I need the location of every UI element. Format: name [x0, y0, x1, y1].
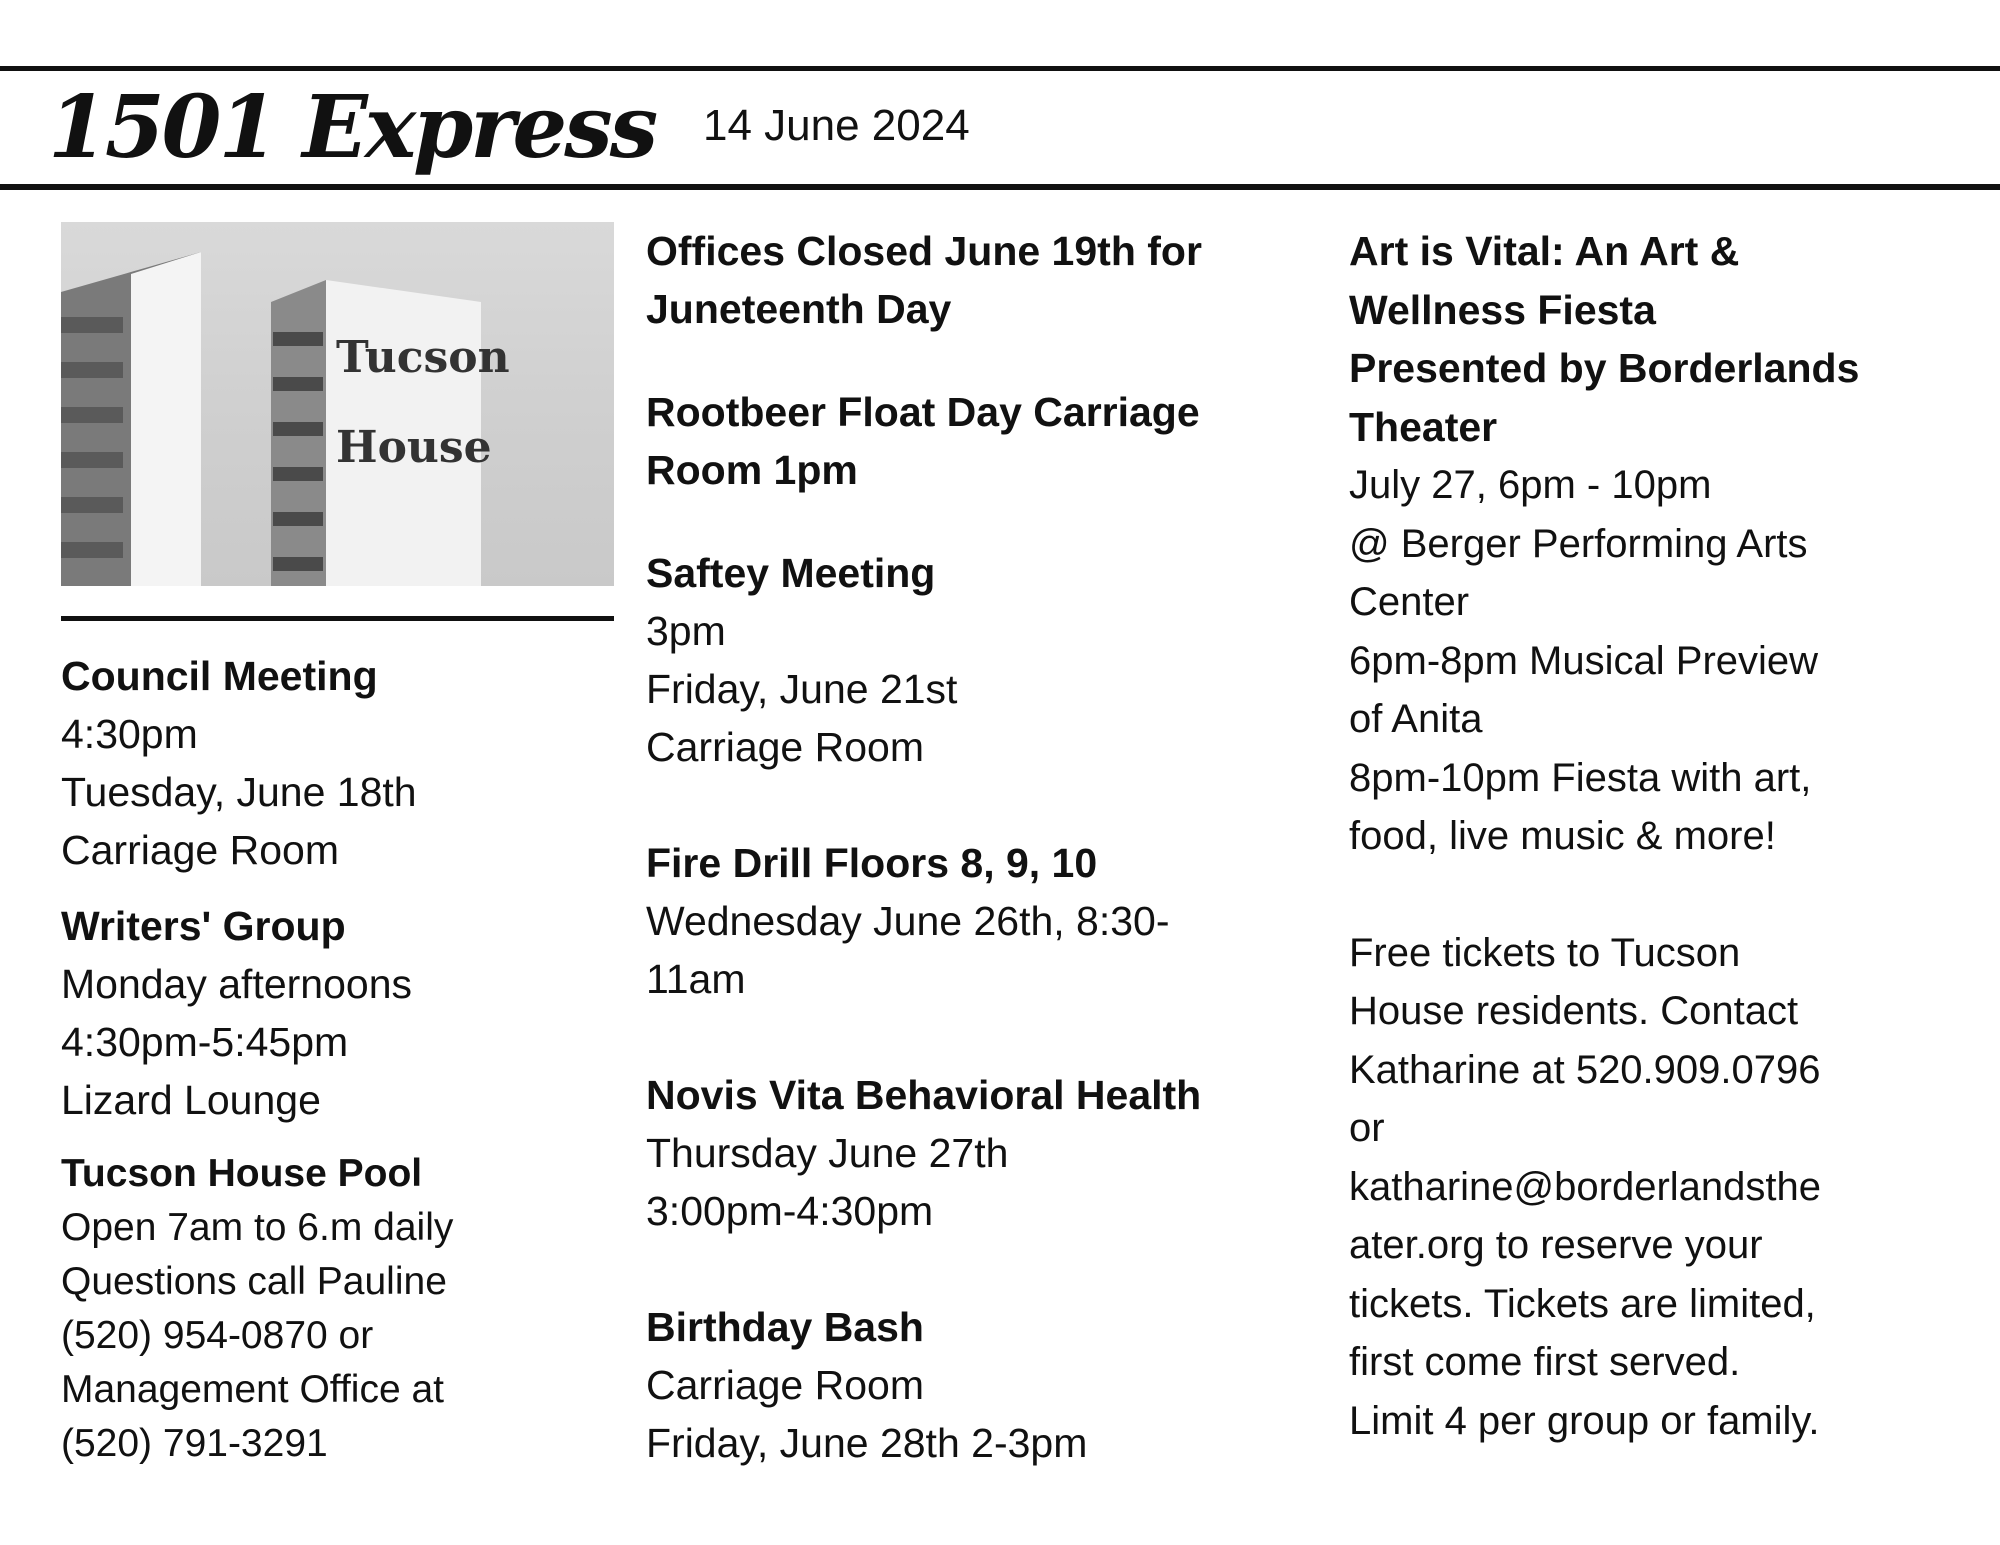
event-line: 4:30pm	[61, 711, 198, 757]
ticket-line: Free tickets to Tucson	[1349, 930, 1741, 975]
event-line: July 27, 6pm - 10pm	[1349, 463, 1712, 507]
event-line: Questions call Pauline	[61, 1260, 447, 1303]
event-line: Lizard Lounge	[61, 1077, 321, 1123]
ticket-info	[1349, 924, 1969, 1451]
event-line: 3:00pm-4:30pm	[646, 1188, 934, 1234]
left-column	[61, 222, 621, 1471]
issue-date: 14 June 2024	[703, 101, 970, 150]
event-title: Offices Closed June 19th for	[646, 228, 1202, 274]
event-line: Wednesday June 26th, 8:30-	[646, 898, 1170, 944]
middle-column	[646, 222, 1306, 1472]
event-line: Tuesday, June 18th	[61, 769, 417, 815]
event-line: Management Office at	[61, 1368, 444, 1411]
event-title: Novis Vita Behavioral Health	[646, 1072, 1202, 1118]
event-line: food, live music & more!	[1349, 814, 1776, 858]
ticket-line: Katharine at 520.909.0796	[1349, 1047, 1821, 1092]
event-line: 4:30pm-5:45pm	[61, 1019, 349, 1065]
newsletter-title: 1501 Express	[48, 77, 656, 178]
event-title: Saftey Meeting	[646, 550, 936, 596]
event-novis-vita	[646, 1066, 1306, 1240]
photo-divider	[61, 616, 614, 621]
event-line: Center	[1349, 580, 1470, 624]
event-title: Presented by Borderlands	[1349, 345, 1860, 391]
event-line: Carriage Room	[646, 724, 924, 770]
event-title: Room 1pm	[646, 447, 858, 493]
event-line: Carriage Room	[646, 1362, 924, 1408]
event-line: 6pm-8pm Musical Preview	[1349, 638, 1819, 683]
event-line: Carriage Room	[61, 827, 339, 873]
masthead-bottom-rule	[0, 184, 2000, 190]
ticket-line: or	[1349, 1106, 1385, 1150]
event-line: of Anita	[1349, 697, 1483, 741]
event-line: 3pm	[646, 608, 726, 654]
sign-text-line2: House	[336, 422, 492, 473]
event-title: Juneteenth Day	[646, 286, 952, 332]
ticket-line: Limit 4 per group or family.	[1349, 1398, 1820, 1443]
event-offices-closed	[646, 222, 1306, 338]
event-art-is-vital	[1349, 222, 1969, 866]
event-council-meeting	[61, 647, 621, 879]
event-title: Writers' Group	[61, 903, 346, 949]
sign-text-line1: Tucson	[336, 332, 510, 383]
event-title: Fire Drill Floors 8, 9, 10	[646, 840, 1098, 886]
event-line: 8pm-10pm Fiesta with art,	[1349, 755, 1812, 800]
ticket-line: katharine@borderlandsthe	[1349, 1164, 1822, 1209]
event-line: Friday, June 21st	[646, 666, 958, 712]
ticket-line: House residents. Contact	[1349, 989, 1799, 1033]
right-column	[1349, 222, 1969, 1450]
event-line: Open 7am to 6.m daily	[61, 1206, 454, 1249]
event-title: Tucson House Pool	[61, 1152, 423, 1195]
event-title: Wellness Fiesta	[1349, 286, 1656, 333]
event-title: Art is Vital: An Art &	[1349, 228, 1740, 274]
event-line: 11am	[646, 956, 746, 1002]
event-line: (520) 791-3291	[61, 1422, 328, 1465]
event-line: Monday afternoons	[61, 961, 413, 1007]
event-line: Friday, June 28th 2-3pm	[646, 1420, 1088, 1466]
event-line: @ Berger Performing Arts	[1349, 521, 1808, 566]
event-writers-group	[61, 897, 621, 1129]
event-title: Birthday Bash	[646, 1304, 924, 1350]
event-title: Council Meeting	[61, 653, 378, 699]
event-rootbeer-float	[646, 383, 1306, 499]
event-safety-meeting	[646, 544, 1306, 776]
event-line: (520) 954-0870 or	[61, 1314, 374, 1357]
ticket-line: tickets. Tickets are limited,	[1349, 1281, 1816, 1326]
event-title: Rootbeer Float Day Carriage	[646, 389, 1200, 435]
event-pool	[61, 1147, 621, 1471]
event-line: Thursday June 27th	[646, 1130, 1009, 1176]
event-fire-drill	[646, 834, 1306, 1008]
tucson-house-photo	[61, 222, 614, 586]
event-title: Theater	[1349, 403, 1498, 450]
event-birthday-bash	[646, 1298, 1306, 1472]
ticket-line: first come first served.	[1349, 1340, 1741, 1384]
ticket-line: ater.org to reserve your	[1349, 1223, 1763, 1267]
